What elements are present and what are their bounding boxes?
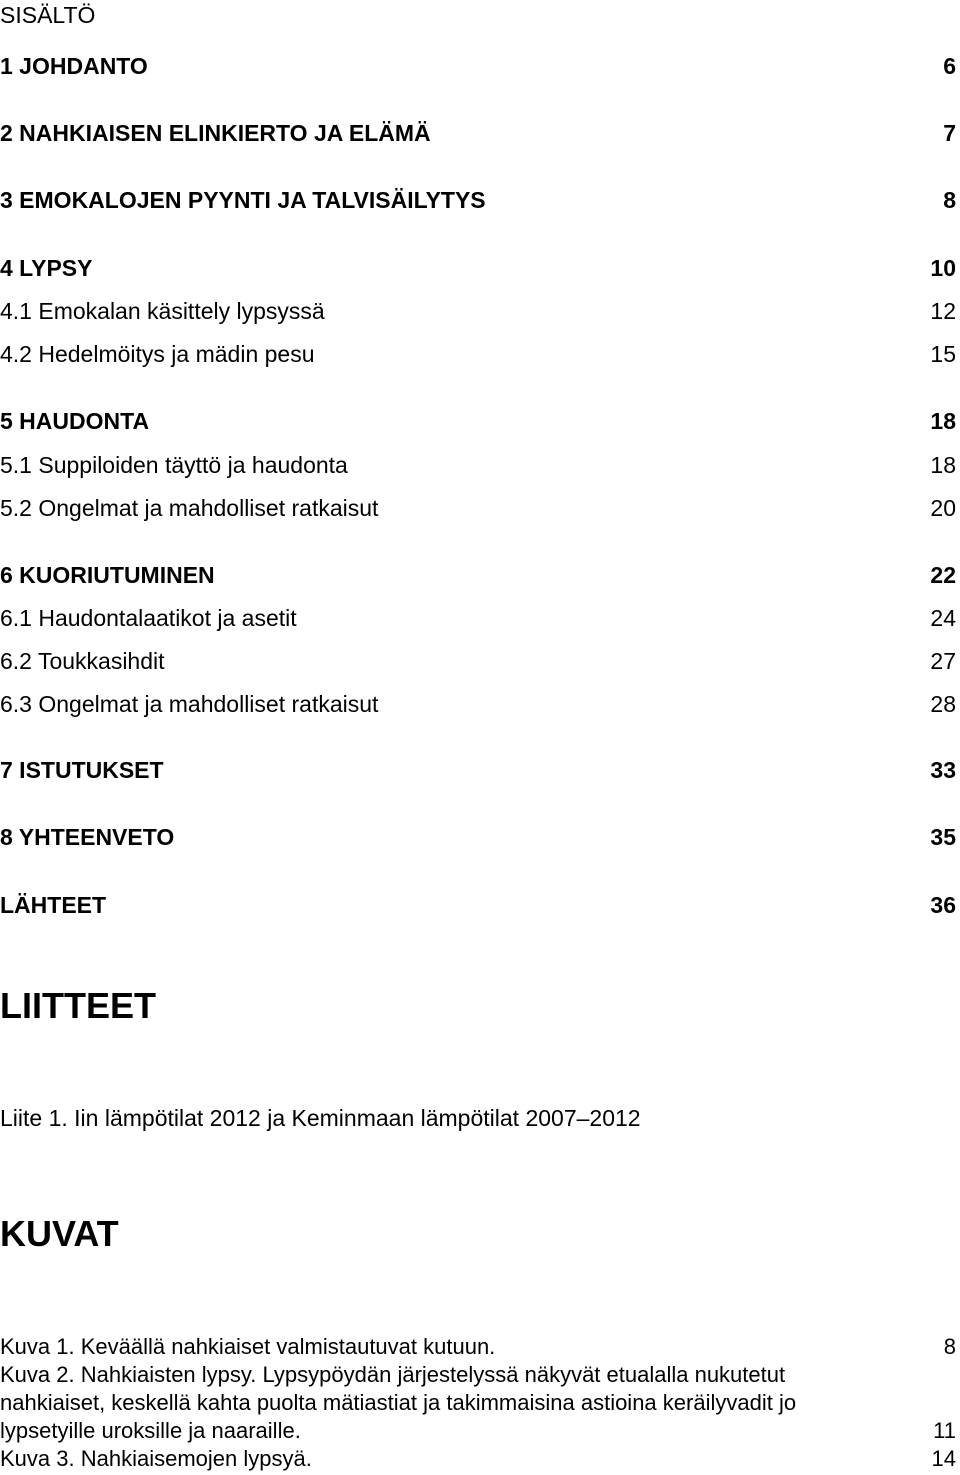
figure-entry-label: Kuva 3. Nahkiaisemojen lypsyä. — [0, 1446, 312, 1471]
toc-entry-label: 2 NAHKIAISEN ELINKIERTO JA ELÄMÄ — [0, 120, 431, 146]
figure-entry-continuation — [0, 1390, 956, 1416]
toc-entry-page: 33 — [930, 757, 956, 783]
toc-entry-page: 20 — [930, 495, 956, 521]
toc-entry-page: 28 — [930, 691, 956, 717]
toc-entry-page: 18 — [930, 452, 956, 478]
toc-title: SISÄLTÖ — [0, 2, 96, 28]
toc-entry-page: 15 — [930, 341, 956, 367]
figure-entry-label: lypsetyille uroksille ja naaraille. — [0, 1418, 301, 1443]
toc-entry-page: 36 — [930, 892, 956, 918]
figure-entry-page: 11 — [933, 1418, 956, 1443]
toc-entry-label: 6.1 Haudontalaatikot ja asetit — [0, 605, 297, 631]
toc-entry[interactable] — [0, 648, 956, 675]
toc-entry-page: 12 — [930, 298, 956, 324]
toc-entry[interactable] — [0, 255, 956, 282]
figure-entry-continuation — [0, 1418, 956, 1444]
toc-entry-label: 3 EMOKALOJEN PYYNTI JA TALVISÄILYTYS — [0, 187, 486, 213]
toc-entry[interactable] — [0, 53, 956, 80]
toc-entry-label: 5.2 Ongelmat ja mahdolliset ratkaisut — [0, 495, 379, 521]
toc-entry-label: 5 HAUDONTA — [0, 408, 150, 434]
toc-entry-label: 4 LYPSY — [0, 255, 93, 281]
toc-entry[interactable] — [0, 341, 956, 368]
toc-entry-label: 1 JOHDANTO — [0, 53, 148, 79]
toc-entry[interactable] — [0, 691, 956, 718]
figure-entry-label: nahkiaiset, keskellä kahta puolta mätiastiat ja takimmaisina astioina keräilyvadit jo — [0, 1390, 797, 1415]
toc-entry-label: 4.1 Emokalan käsittely lypsyssä — [0, 298, 325, 324]
figure-entry-label: Kuva 2. Nahkiaisten lypsy. Lypsypöydän järjestelyssä näkyvät etualalla nukutetut — [0, 1362, 786, 1387]
toc-entry-page: 24 — [930, 605, 956, 631]
figure-entry[interactable] — [0, 1446, 956, 1472]
toc-entry[interactable] — [0, 408, 956, 435]
toc-entry-page: 7 — [943, 120, 956, 146]
toc-entry-label: 7 ISTUTUKSET — [0, 757, 164, 783]
toc-entry[interactable] — [0, 298, 956, 325]
figures-heading: KUVAT — [0, 1213, 119, 1254]
appendix-entry[interactable] — [0, 1105, 956, 1132]
toc-entry-page: 8 — [943, 187, 956, 213]
toc-entry[interactable] — [0, 452, 956, 479]
figure-entry[interactable] — [0, 1362, 956, 1388]
toc-entry[interactable] — [0, 605, 956, 632]
toc-entry-label: LÄHTEET — [0, 892, 107, 918]
toc-entry-page: 18 — [930, 408, 956, 434]
toc-entry-label: 4.2 Hedelmöitys ja mädin pesu — [0, 341, 315, 367]
toc-entry-label: 5.1 Suppiloiden täyttö ja haudonta — [0, 452, 348, 478]
figures-heading-row — [0, 1213, 956, 1255]
figure-entry-label: Kuva 1. Keväällä nahkiaiset valmistautuvat kutuun. — [0, 1334, 496, 1359]
toc-entry-page: 6 — [943, 53, 956, 79]
appendices-heading: LIITTEET — [0, 985, 156, 1026]
figure-entry[interactable] — [0, 1334, 956, 1360]
toc-entry[interactable] — [0, 757, 956, 784]
toc-entry-page: 10 — [930, 255, 956, 281]
toc-entry[interactable] — [0, 187, 956, 214]
toc-entry[interactable] — [0, 824, 956, 851]
toc-entry-label: 6.3 Ongelmat ja mahdolliset ratkaisut — [0, 691, 379, 717]
toc-entry-label: 6 KUORIUTUMINEN — [0, 562, 215, 588]
toc-entry-page: 35 — [930, 824, 956, 850]
toc-entry[interactable] — [0, 120, 956, 147]
toc-entry-page: 27 — [930, 648, 956, 674]
appendix-entry-label: Liite 1. Iin lämpötilat 2012 ja Keminmaan lämpötilat 2007–2012 — [0, 1105, 641, 1131]
toc-entry-label: 6.2 Toukkasihdit — [0, 648, 165, 674]
toc-entry-label: 8 YHTEENVETO — [0, 824, 175, 850]
toc-title-row — [0, 2, 956, 29]
toc-entry-page: 22 — [930, 562, 956, 588]
toc-entry[interactable] — [0, 892, 956, 919]
toc-entry[interactable] — [0, 562, 956, 589]
figure-entry-page: 8 — [943, 1334, 956, 1359]
figure-entry-page: 14 — [931, 1446, 956, 1471]
toc-entry[interactable] — [0, 495, 956, 522]
appendices-heading-row — [0, 985, 956, 1027]
